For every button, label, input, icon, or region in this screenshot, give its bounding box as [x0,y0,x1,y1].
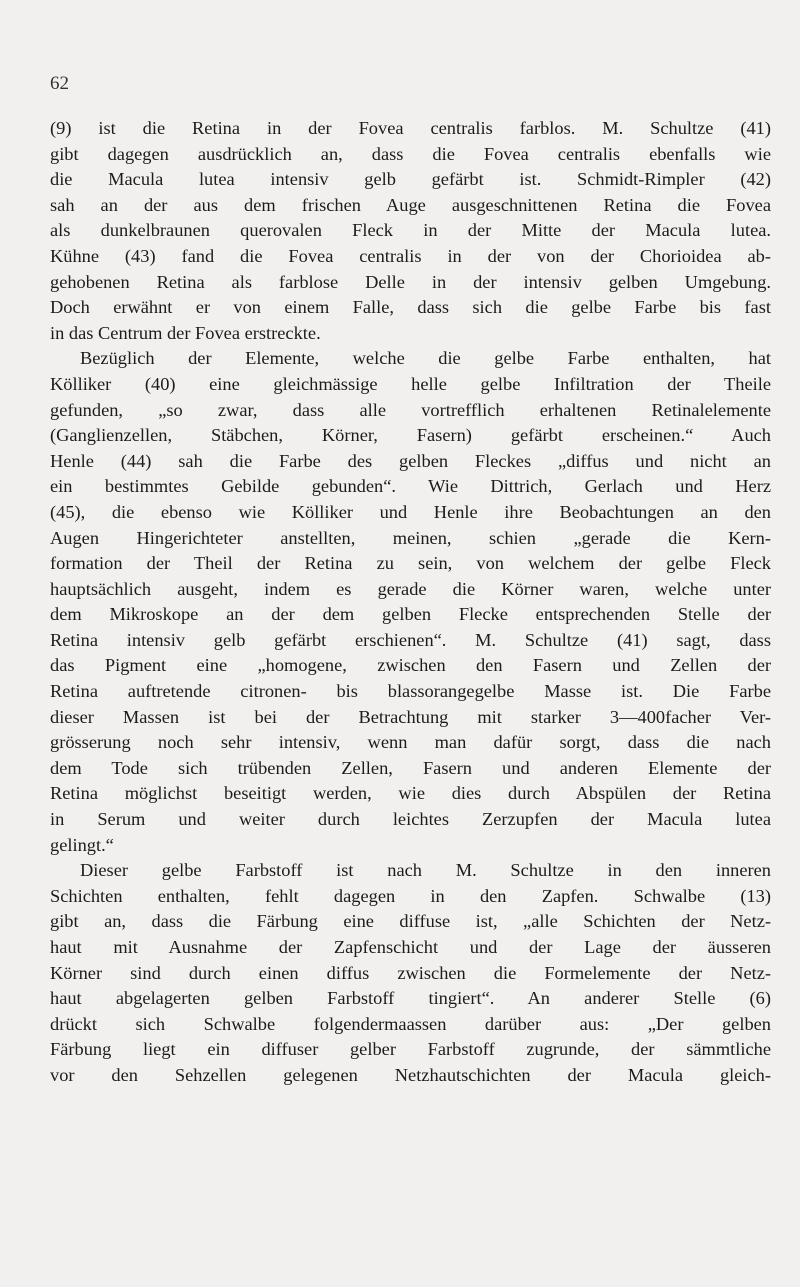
text-line: drückt sich Schwalbe folgendermaassen darüber aus: „Der gelben [50,1013,771,1034]
text-line: (9) ist die Retina in der Fovea centralis farblos. M. Schultze (41) [50,118,771,138]
text-line: Doch erwähnt er von einem Falle, dass sich die gelbe Farbe bis fast [50,297,771,318]
text-line: gibt dagegen ausdrücklich an, dass die Fovea centralis ebenfalls wie [50,143,771,164]
text-line: gehobenen Retina als farblose Delle in der intensiv gelben Umgebung. [50,271,771,292]
text-line: dieser Massen ist bei der Betrachtung mit starker 3—400facher Ver- [50,706,771,727]
text-line: Dieser gelbe Farbstoff ist nach M. Schultze in den inneren [80,860,771,881]
text-line: Retina intensiv gelb gefärbt erschienen“. M. Schultze (41) sagt, dass [50,629,771,650]
text-line: dem Mikroskope an der dem gelben Flecke entsprechenden Stelle der [50,604,771,625]
text-line: gelingt.“ [50,834,114,855]
page-number: 62 [50,73,69,94]
text-line: Schichten enthalten, fehlt dagegen in den Zapfen. Schwalbe (13) [50,885,771,906]
text-line: Henle (44) sah die Farbe des gelben Fleckes „diffus und nicht an [50,450,771,471]
text-line: die Macula lutea intensiv gelb gefärbt ist. Schmidt-Rimpler (42) [50,169,771,190]
text-line: gefunden, „so zwar, dass alle vortrefflich erhaltenen Retinalelemente [50,399,771,420]
text-line: gibt an, dass die Färbung eine diffuse ist, „alle Schichten der Netz- [50,911,771,932]
text-line: Retina auftretende citronen- bis blassorangegelbe Masse ist. Die Farbe [50,681,771,702]
text-line: Körner sind durch einen diffus zwischen die Formelemente der Netz- [50,962,771,983]
text-line: haut mit Ausnahme der Zapfenschicht und der Lage der äusseren [50,937,771,957]
text-line: das Pigment eine „homogene, zwischen den Fasern und Zellen der [50,655,771,676]
text-line: Augen Hingerichteter anstellten, meinen, schien „gerade die Kern- [50,527,771,548]
text-line: Kölliker (40) eine gleichmässige helle gelbe Infiltration der Theile [50,373,771,394]
body-text [50,116,771,1089]
text-line: haut abgelagerten gelben Farbstoff tingiert“. An anderer Stelle (6) [50,988,771,1009]
text-line: formation der Theil der Retina zu sein, von welchem der gelbe Fleck [50,553,771,574]
text-line: als dunkelbraunen querovalen Fleck in der Mitte der Macula lutea. [50,220,771,241]
text-line: (45), die ebenso wie Kölliker und Henle ihre Beobachtungen an den [50,501,771,522]
text-line: ein bestimmtes Gebilde gebunden“. Wie Dittrich, Gerlach und Herz [50,476,771,497]
text-line: Kühne (43) fand die Fovea centralis in der von der Chorioidea ab- [50,245,771,266]
text-line: in das Centrum der Fovea erstreckte. [50,322,321,343]
text-line: in Serum und weiter durch leichtes Zerzupfen der Macula lutea [50,809,771,830]
text-line: (Ganglienzellen, Stäbchen, Körner, Fasern) gefärbt erscheinen.“ Auch [50,425,771,446]
text-line: hauptsächlich ausgeht, indem es gerade die Körner waren, welche unter [50,578,771,599]
text-line: sah an der aus dem frischen Auge ausgeschnittenen Retina die Fovea [50,194,771,215]
text-line: dem Tode sich trübenden Zellen, Fasern und anderen Elemente der [50,757,771,778]
text-line: grösserung noch sehr intensiv, wenn man dafür sorgt, dass die nach [50,732,771,753]
text-line: Retina möglichst beseitigt werden, wie dies durch Abspülen der Retina [50,783,771,804]
text-line: Bezüglich der Elemente, welche die gelbe Farbe enthalten, hat [80,348,771,369]
text-line: vor den Sehzellen gelegenen Netzhautschichten der Macula gleich- [50,1064,771,1085]
text-line: Färbung liegt ein diffuser gelber Farbstoff zugrunde, der sämmtliche [50,1039,771,1060]
